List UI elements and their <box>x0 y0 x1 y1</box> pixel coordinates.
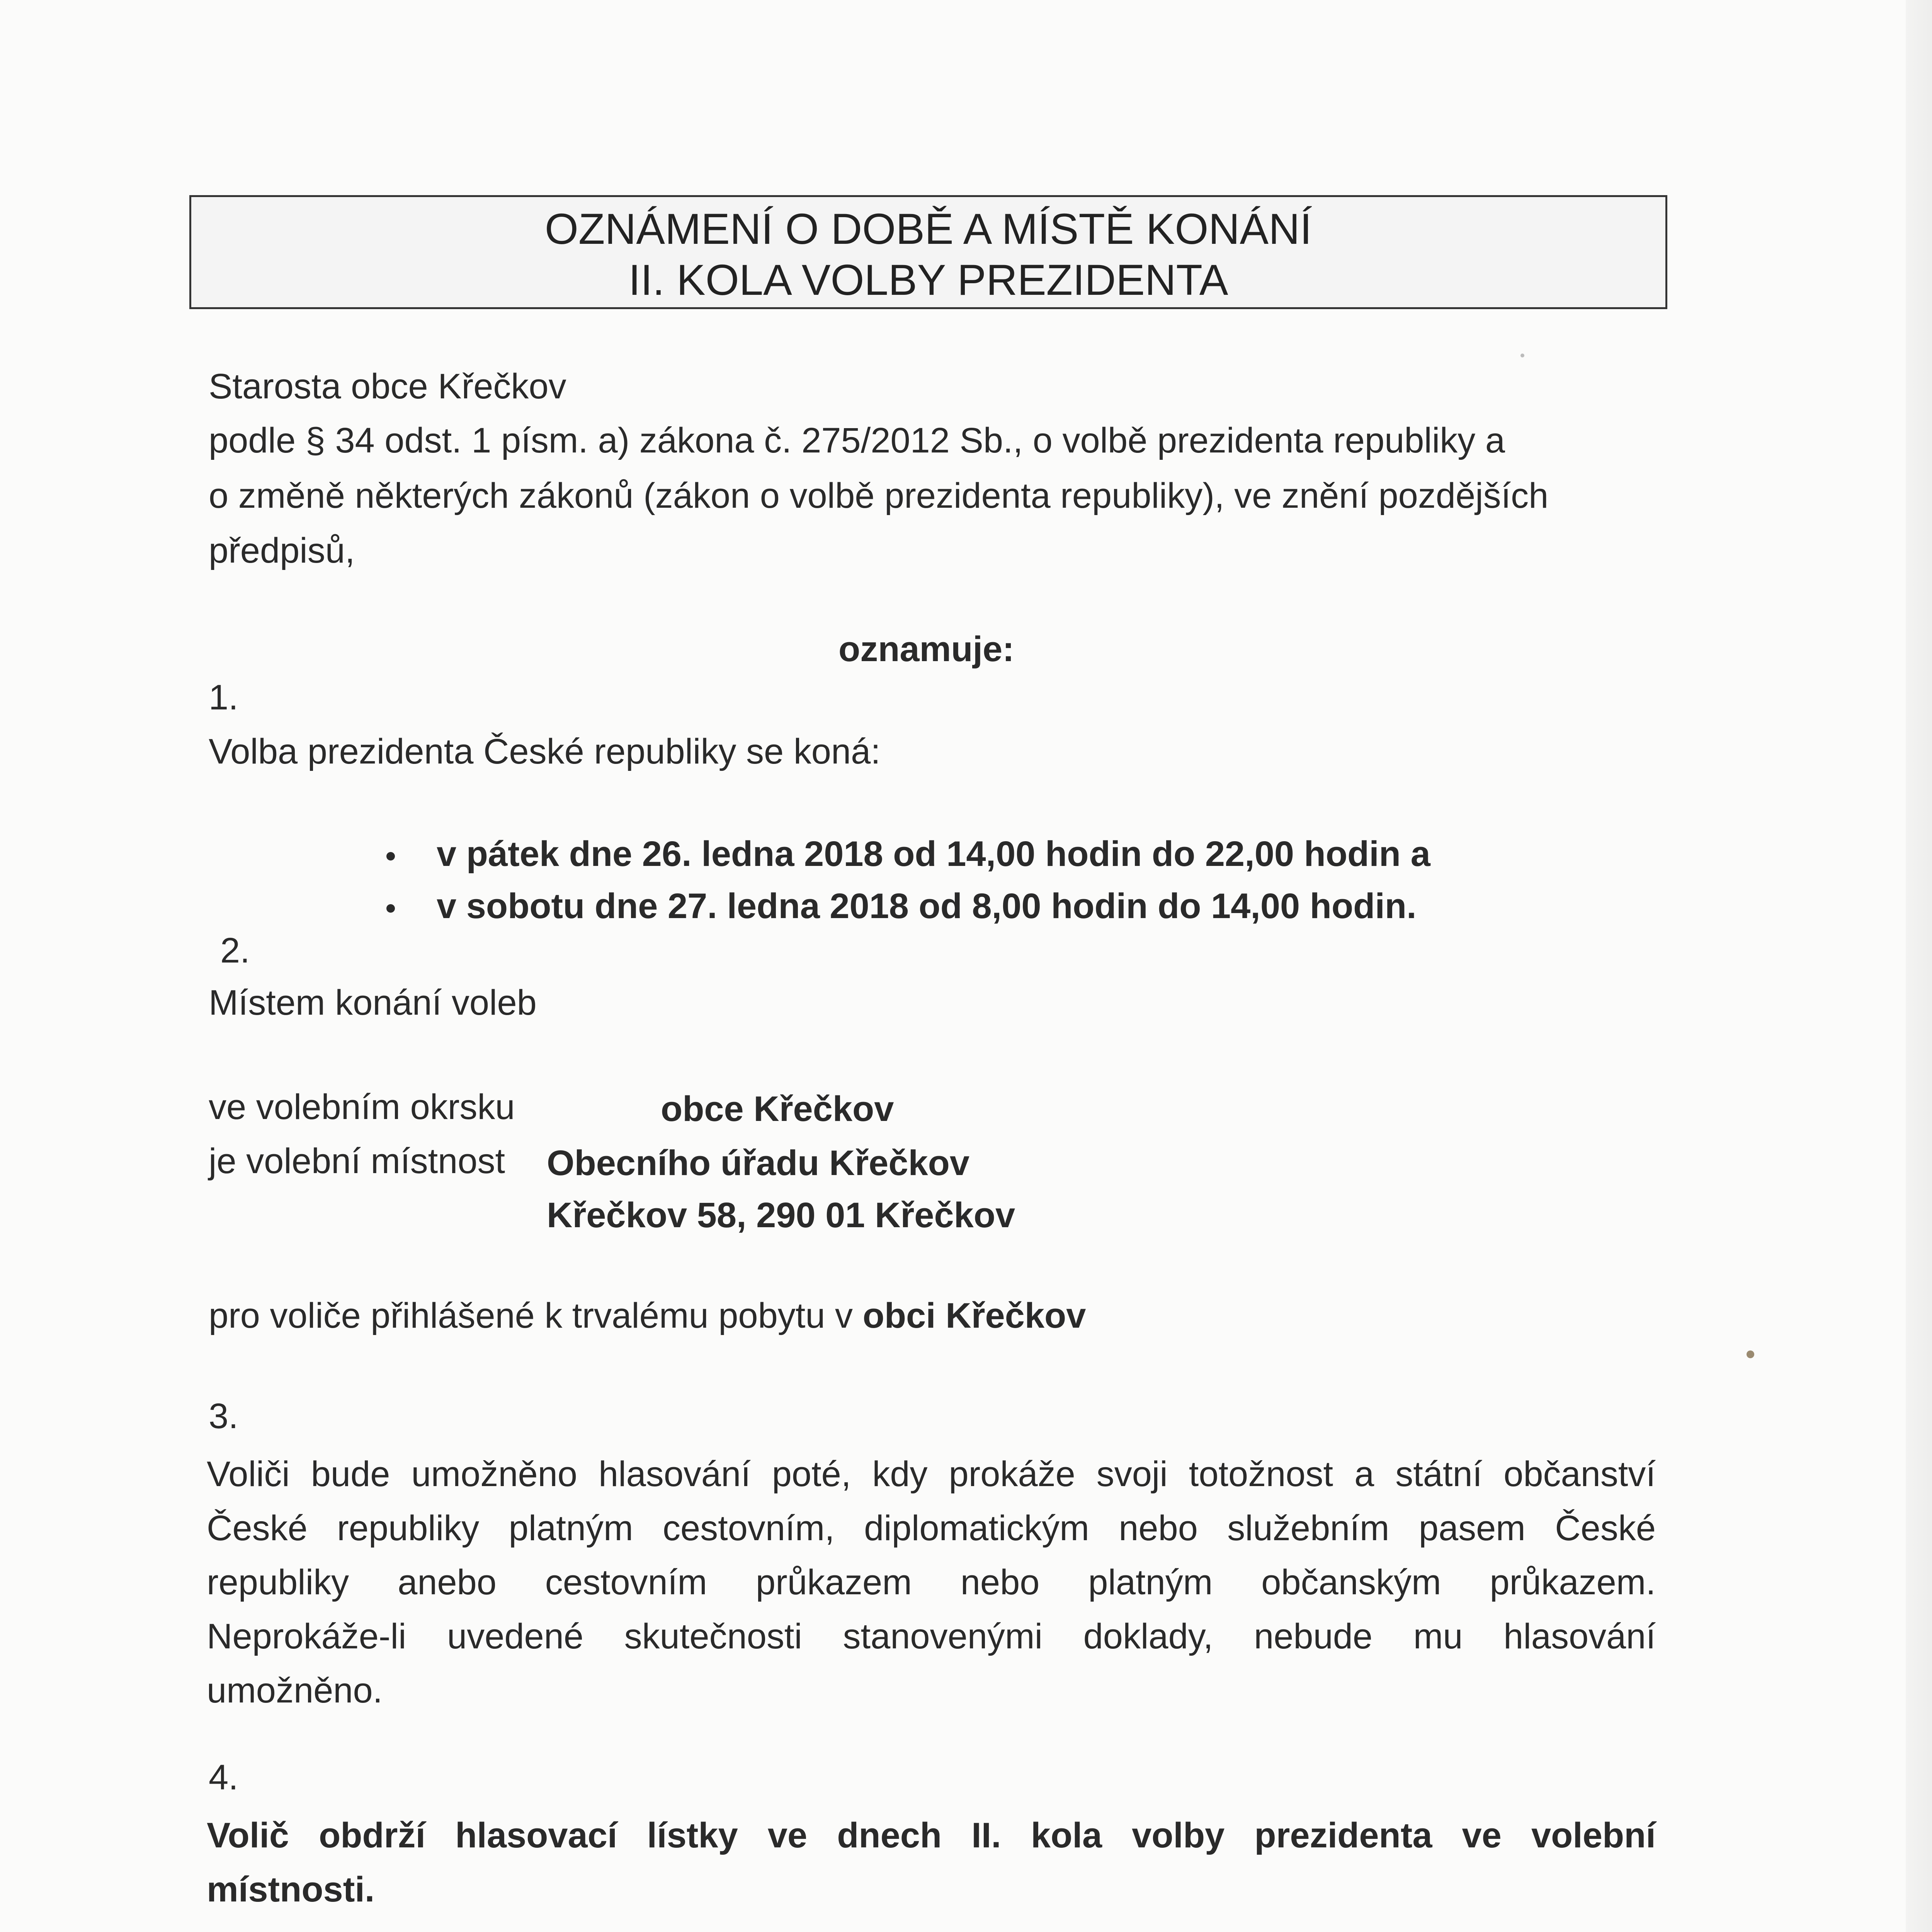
section4-line: místnosti. <box>207 1870 375 1909</box>
scan-speck <box>1520 354 1524 357</box>
section3-number: 3. <box>209 1396 238 1436</box>
district-value: obce Křečkov <box>661 1089 894 1129</box>
intro-line-2: podle § 34 odst. 1 písm. a) zákona č. 275/2012 Sb., o volbě prezidenta republiky a <box>209 421 1505 460</box>
section3-line: umožněno. <box>207 1671 383 1710</box>
voters-text: pro voliče přihlášené k trvalému pobytu v <box>209 1296 853 1335</box>
voters-line <box>209 1294 1086 1337</box>
title-box <box>189 195 1667 309</box>
bullet-icon <box>386 852 395 861</box>
room-value: Obecního úřadu Křečkov <box>547 1143 970 1183</box>
section4-paragraph <box>207 1808 1656 1917</box>
section1-number: 1. <box>209 678 238 717</box>
section2-text: Místem konání voleb <box>209 983 537 1022</box>
room-label: je volební místnost <box>209 1141 505 1181</box>
title-line-1: OZNÁMENÍ O DOBĚ A MÍSTĚ KONÁNÍ <box>544 205 1312 253</box>
section4-line: Volič obdrží hlasovací lístky ve dnech II. kola volby prezidenta ve volební <box>207 1816 1656 1855</box>
schedule-item-1: v pátek dne 26. ledna 2018 od 14,00 hodin do 22,00 hodin a <box>437 834 1430 874</box>
schedule-item-2: v sobotu dne 27. ledna 2018 od 8,00 hodin do 14,00 hodin. <box>437 886 1417 926</box>
intro-line-1: Starosta obce Křečkov <box>209 367 566 406</box>
section1-text: Volba prezidenta České republiky se koná: <box>209 732 881 771</box>
title-line-2: II. KOLA VOLBY PREZIDENTA <box>628 256 1228 304</box>
district-label: ve volebním okrsku <box>209 1087 515 1127</box>
section2-number: 2. <box>220 931 250 970</box>
section3-paragraph <box>207 1447 1656 1718</box>
section3-line: republiky anebo cestovním průkazem nebo platným občanským průkazem. <box>207 1563 1656 1602</box>
room-address: Křečkov 58, 290 01 Křečkov <box>547 1196 1015 1235</box>
bullet-icon <box>386 904 395 913</box>
voters-place: obci Křečkov <box>862 1296 1086 1335</box>
scan-speck <box>1747 1350 1754 1358</box>
section3-line: Voliči bude umožněno hlasování poté, kdy prokáže svoji totožnost a státní občanství <box>207 1454 1656 1494</box>
section3-line: Neprokáže-li uvedené skutečnosti stanovenými doklady, nebude mu hlasování <box>207 1617 1656 1656</box>
intro-line-4: předpisů, <box>209 531 355 570</box>
section4-number: 4. <box>209 1758 238 1797</box>
intro-line-3: o změně některých zákonů (zákon o volbě prezidenta republiky), ve znění pozdějších <box>209 476 1549 515</box>
announces-heading: oznamuje: <box>838 629 1014 669</box>
scan-edge <box>1906 0 1932 1932</box>
section3-line: České republiky platným cestovním, diplomatickým nebo služebním pasem České <box>207 1509 1656 1548</box>
